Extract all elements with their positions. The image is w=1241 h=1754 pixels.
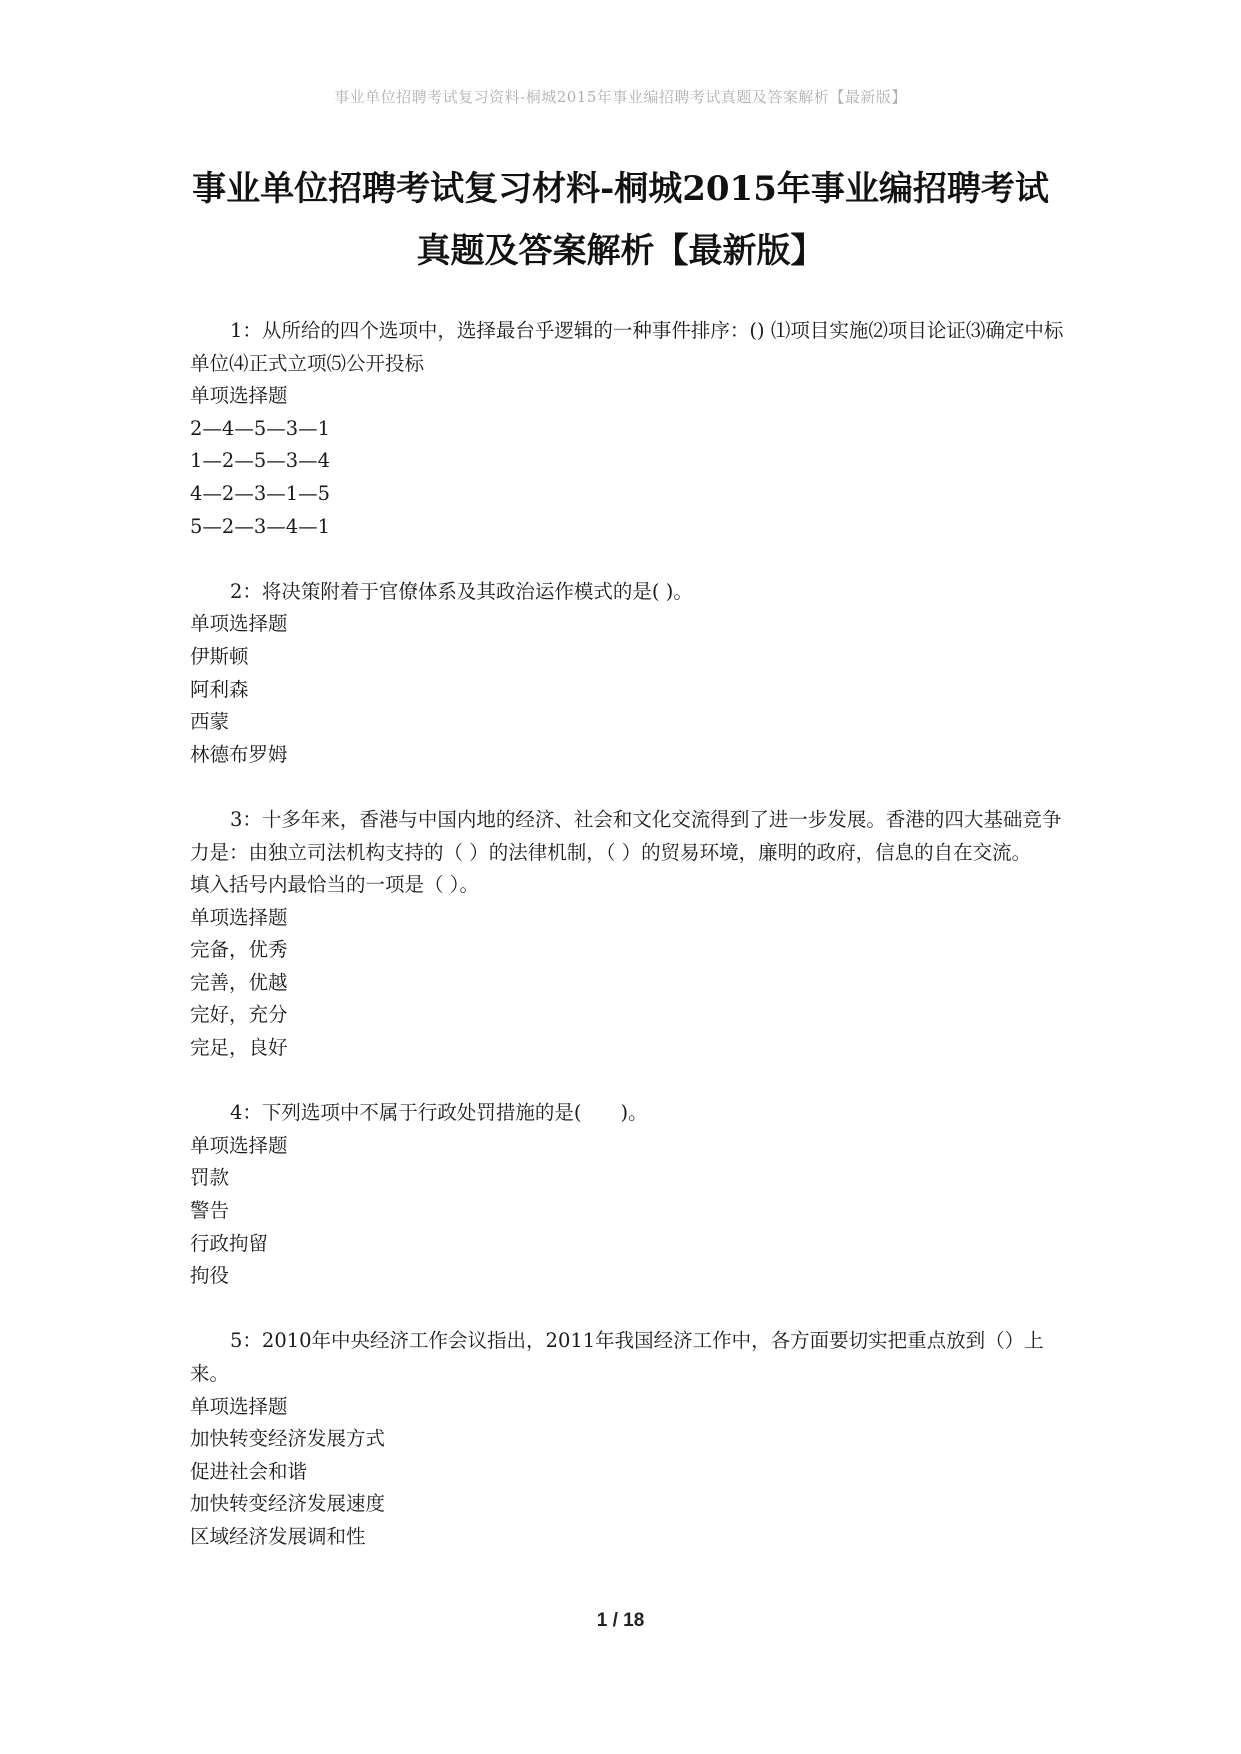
question-1 bbox=[190, 315, 1070, 543]
question-type: 单项选择题 bbox=[190, 905, 288, 929]
question-stem: 2：将决策附着于官僚体系及其政治运作模式的是( )。 bbox=[230, 579, 693, 603]
question-4 bbox=[190, 1097, 1070, 1293]
question-stem: 5：2010年中央经济工作会议指出，2011年我国经济工作中，各方面要切实把重点放到（）上来。 bbox=[190, 1329, 1044, 1385]
option-d: 完足，良好 bbox=[190, 1036, 288, 1060]
option-a: 伊斯顿 bbox=[190, 644, 249, 668]
option-d: 区域经济发展调和性 bbox=[190, 1524, 366, 1548]
question-type: 单项选择题 bbox=[190, 1133, 288, 1157]
option-c: 行政拘留 bbox=[190, 1231, 269, 1255]
option-c: 加快转变经济发展速度 bbox=[190, 1492, 386, 1516]
question-stem: 1：从所给的四个选项中，选择最台乎逻辑的一种事件排序：() ⑴项目实施⑵项目论证⑶确定中标单位⑷正式立项⑸公开投标 bbox=[190, 319, 1064, 375]
question-2 bbox=[190, 576, 1070, 772]
option-b: 促进社会和谐 bbox=[190, 1459, 308, 1483]
question-type: 单项选择题 bbox=[190, 1394, 288, 1418]
option-b: 完善，优越 bbox=[190, 970, 288, 994]
option-d: 5—2—3—4—1 bbox=[190, 514, 331, 538]
question-stem: 3：十多年来，香港与中国内地的经济、社会和文化交流得到了进一步发展。香港的四大基础竞争力是：由独立司法机构支持的（ ）的法律机制，（ ）的贸易环境，廉明的政府，信息的自在交流。 填入括号内最恰当的一项是（ ）。 bbox=[190, 807, 1062, 897]
question-type: 单项选择题 bbox=[190, 384, 288, 408]
option-d: 拘役 bbox=[190, 1264, 230, 1288]
running-header: 事业单位招聘考试复习资料-桐城2015年事业编招聘考试真题及答案解析【最新版】 bbox=[334, 88, 907, 106]
option-b: 阿利森 bbox=[190, 677, 249, 701]
question-type: 单项选择题 bbox=[190, 612, 288, 636]
option-a: 2—4—5—3—1 bbox=[190, 416, 331, 440]
option-c: 西蒙 bbox=[190, 710, 230, 734]
option-b: 1—2—5—3—4 bbox=[190, 449, 331, 473]
option-a: 罚款 bbox=[190, 1166, 230, 1190]
option-c: 4—2—3—1—5 bbox=[190, 481, 331, 505]
document-title-line-2: 真题及答案解析【最新版】 bbox=[416, 231, 825, 271]
page-number: 1 / 18 bbox=[596, 1610, 645, 1631]
option-b: 警告 bbox=[190, 1199, 230, 1223]
option-c: 完好，充分 bbox=[190, 1003, 288, 1027]
document-title-line-1: 事业单位招聘考试复习材料-桐城2015年事业编招聘考试 bbox=[192, 169, 1049, 209]
document-title bbox=[140, 158, 1101, 282]
question-list bbox=[190, 315, 1070, 1586]
question-stem: 4：下列选项中不属于行政处罚措施的是( )。 bbox=[230, 1101, 648, 1125]
question-3 bbox=[190, 804, 1070, 1065]
option-a: 完备，优秀 bbox=[190, 938, 288, 962]
option-a: 加快转变经济发展方式 bbox=[190, 1427, 386, 1451]
option-d: 林德布罗姆 bbox=[190, 742, 288, 766]
question-5 bbox=[190, 1325, 1070, 1553]
